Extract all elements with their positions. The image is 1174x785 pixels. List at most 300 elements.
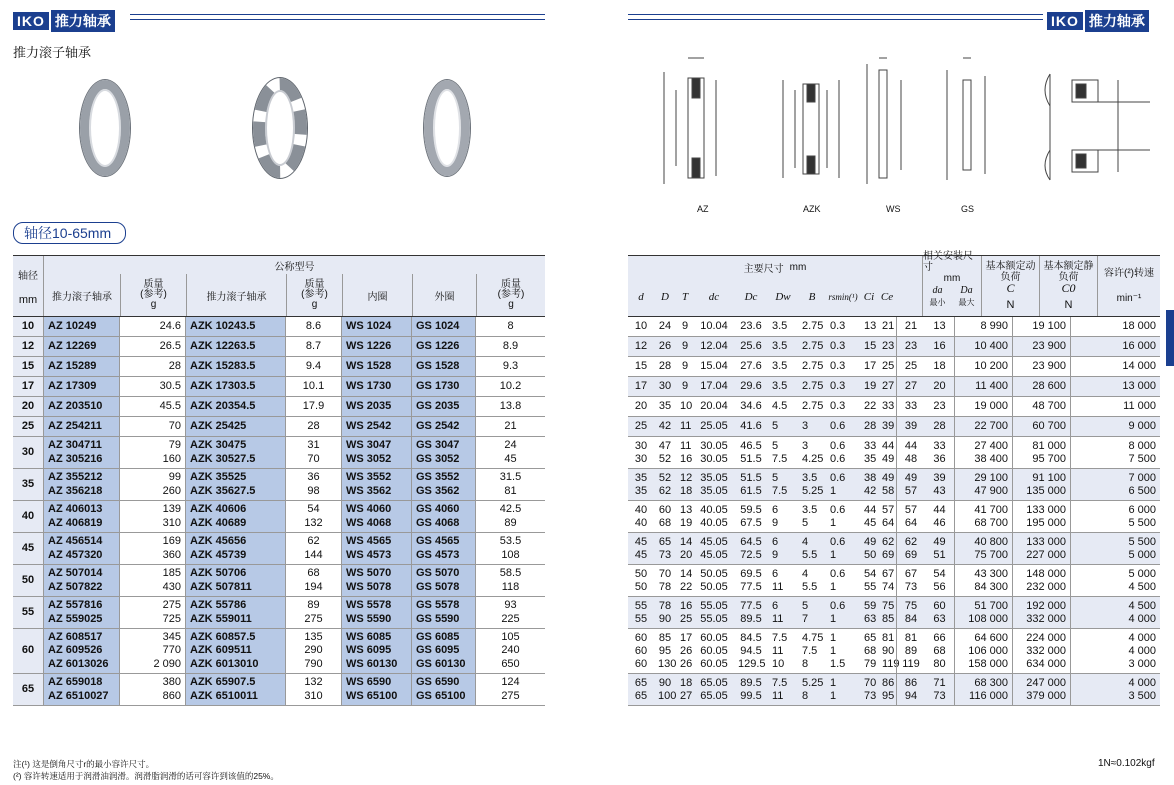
cell-m1 bbox=[119, 377, 185, 396]
cell-value: 13 bbox=[680, 503, 693, 516]
cell-value: 11 400 bbox=[975, 380, 1008, 392]
cell-value: 30 bbox=[634, 439, 648, 452]
cell-value: 23 900 bbox=[1032, 360, 1066, 372]
cell-col-3 bbox=[694, 501, 734, 532]
cell-value: 33 bbox=[904, 400, 918, 412]
cell-col-10 bbox=[896, 501, 925, 532]
cell-value: 124 bbox=[501, 676, 520, 689]
cell-value: 60.05 bbox=[700, 631, 728, 644]
cell-value: 59 bbox=[864, 599, 877, 612]
cell-col-4 bbox=[734, 357, 768, 376]
cell-value: 56 bbox=[933, 580, 946, 593]
cell-col-6 bbox=[798, 501, 826, 532]
cell-value: 5 bbox=[772, 439, 779, 452]
cell-value: 4.5 bbox=[772, 400, 788, 412]
cell-value: 380 bbox=[162, 676, 181, 689]
cell-value: 7 000 bbox=[1128, 471, 1156, 484]
cell-col-14 bbox=[1070, 417, 1160, 436]
col-header: dc bbox=[708, 291, 720, 303]
cell-col-6 bbox=[798, 533, 826, 564]
cell-value: 9 000 bbox=[1128, 420, 1156, 432]
diagram-label-az: AZ bbox=[697, 204, 709, 214]
cell-value: 130 bbox=[658, 657, 677, 670]
gs-diagram bbox=[947, 58, 985, 180]
cell-col-0 bbox=[628, 674, 654, 705]
cell-value: 49 bbox=[882, 471, 895, 484]
cell-value: 3 bbox=[802, 420, 809, 432]
cell-value: 6 bbox=[772, 567, 779, 580]
cell-col-7 bbox=[826, 357, 860, 376]
cell-col-7 bbox=[826, 501, 860, 532]
cell-col-2 bbox=[676, 317, 694, 336]
cell-col-9 bbox=[878, 437, 896, 468]
cell-value: 6 bbox=[772, 535, 779, 548]
cell-col-14 bbox=[1070, 357, 1160, 376]
cell-m1 bbox=[119, 629, 185, 673]
cell-value: 3.5 bbox=[772, 360, 788, 372]
cell-value: 1 bbox=[830, 644, 837, 657]
cell-value: 68 bbox=[864, 644, 877, 657]
cell-m1 bbox=[119, 417, 185, 436]
cell-value: 9 bbox=[681, 360, 689, 372]
cell-value: 14 bbox=[680, 535, 693, 548]
cell-col-6 bbox=[798, 629, 826, 673]
cell-value: 14 000 bbox=[1122, 360, 1156, 372]
cell-gs bbox=[411, 533, 475, 564]
cell-value: AZ 6013026 bbox=[48, 657, 109, 670]
cell-value: 89.5 bbox=[740, 676, 762, 689]
cell-col-7 bbox=[826, 674, 860, 705]
cell-value: 81 bbox=[882, 631, 895, 644]
header-title-right: 推力轴承 bbox=[1085, 10, 1149, 32]
cell-col-0 bbox=[628, 437, 654, 468]
cell-col-4 bbox=[734, 317, 768, 336]
cell-value: 21 bbox=[504, 419, 517, 432]
cell-col-6 bbox=[798, 437, 826, 468]
cell-col-6 bbox=[798, 674, 826, 705]
table-row bbox=[13, 417, 545, 437]
cell-col-12 bbox=[954, 629, 1012, 673]
cell-m2 bbox=[285, 501, 341, 532]
cell-m2 bbox=[285, 674, 341, 705]
cell-d bbox=[13, 317, 43, 336]
cell-value: 11 bbox=[772, 644, 784, 657]
cell-col-11 bbox=[925, 533, 954, 564]
cell-m3 bbox=[475, 674, 545, 705]
cell-col-12 bbox=[954, 397, 1012, 416]
cell-azk bbox=[185, 337, 285, 356]
cell-value: 69 bbox=[882, 548, 895, 561]
cell-value: 16 bbox=[933, 340, 946, 352]
cell-col-11 bbox=[925, 357, 954, 376]
cell-value: 42 bbox=[658, 420, 672, 432]
cell-m2 bbox=[285, 357, 341, 376]
note-1: 注(¹) 这是倒角尺寸r的最小容许尺寸。 bbox=[13, 759, 155, 769]
cell-value: 33 bbox=[882, 400, 895, 412]
cell-value: 55 bbox=[634, 599, 648, 612]
cell-col-10 bbox=[896, 565, 925, 596]
cell-value: 70 bbox=[307, 452, 320, 465]
cell-value: GS 4565 bbox=[416, 535, 460, 548]
cell-col-9 bbox=[878, 674, 896, 705]
cell-value: 16 bbox=[680, 599, 693, 612]
cell-col-9 bbox=[878, 501, 896, 532]
cell-value: 0.6 bbox=[830, 420, 846, 432]
cell-value: 1 bbox=[830, 484, 837, 497]
shaft-diameter: 30 bbox=[21, 445, 35, 458]
cell-value: 49 bbox=[904, 471, 918, 484]
cell-col-8 bbox=[860, 397, 878, 416]
cell-col-13 bbox=[1012, 357, 1070, 376]
cell-col-8 bbox=[860, 533, 878, 564]
cell-col-9 bbox=[878, 629, 900, 673]
cell-value: 27 bbox=[882, 380, 895, 392]
cell-value: 51.5 bbox=[740, 452, 762, 465]
cell-value: 48 bbox=[904, 452, 918, 465]
cell-az bbox=[43, 417, 119, 436]
cell-azk bbox=[185, 674, 285, 705]
cell-value: 68 bbox=[307, 567, 320, 580]
cell-value: 35.05 bbox=[700, 471, 728, 484]
cell-m1 bbox=[119, 437, 185, 468]
cell-m1 bbox=[119, 597, 185, 628]
cell-col-3 bbox=[694, 397, 734, 416]
cell-value: AZK 20354.5 bbox=[190, 399, 256, 412]
cell-value: 30 bbox=[658, 380, 672, 392]
cell-col-10 bbox=[896, 469, 925, 500]
cell-value: 81 bbox=[504, 484, 517, 497]
cell-value: 7.5 bbox=[772, 452, 788, 465]
cell-value: 7 500 bbox=[1128, 452, 1156, 465]
cell-value: 99 bbox=[168, 471, 181, 484]
cell-value: GS 6095 bbox=[416, 644, 460, 657]
cell-value: 9 bbox=[681, 320, 689, 332]
cell-value: 23 bbox=[933, 400, 946, 412]
cell-value: WS 3052 bbox=[346, 452, 392, 465]
cell-gs bbox=[411, 629, 475, 673]
cell-value: 247 000 bbox=[1026, 676, 1066, 689]
cell-value: 9.4 bbox=[305, 359, 322, 372]
cell-ws bbox=[341, 629, 411, 673]
cell-col-11 bbox=[925, 674, 954, 705]
cell-value: 23 bbox=[882, 340, 895, 352]
cell-value: AZK 559011 bbox=[190, 612, 252, 625]
cell-col-12 bbox=[954, 501, 1012, 532]
cell-value: 0.6 bbox=[830, 567, 846, 580]
cell-value: GS 1730 bbox=[416, 379, 460, 392]
cell-gs bbox=[411, 597, 475, 628]
cell-value: 0.3 bbox=[830, 320, 846, 332]
cell-az bbox=[43, 397, 119, 416]
cell-col-13 bbox=[1012, 437, 1070, 468]
cell-col-9 bbox=[878, 417, 896, 436]
cell-col-6 bbox=[798, 337, 826, 356]
cell-value: 60 bbox=[634, 644, 648, 657]
cell-value: 84 bbox=[904, 612, 918, 625]
cell-value: 40 800 bbox=[974, 535, 1008, 548]
cell-value: 45.05 bbox=[700, 535, 728, 548]
cell-value: 35 bbox=[634, 484, 648, 497]
cell-col-0 bbox=[628, 565, 654, 596]
cell-value: 2.75 bbox=[802, 320, 824, 332]
stat-load-header: 基本额定静负荷 C0 N bbox=[1039, 256, 1097, 316]
cell-value: 79 bbox=[168, 439, 181, 452]
cell-m1 bbox=[119, 674, 185, 705]
cell-value: 21 bbox=[882, 320, 895, 332]
cell-value: 7.5 bbox=[772, 484, 788, 497]
cell-col-10 bbox=[896, 377, 925, 396]
cell-m1 bbox=[119, 317, 185, 336]
cell-value: 3.5 bbox=[772, 320, 788, 332]
cell-value: 860 bbox=[162, 689, 181, 702]
cell-col-12 bbox=[954, 337, 1012, 356]
cell-value: 5 bbox=[772, 420, 779, 432]
cell-value: 39 bbox=[904, 420, 918, 432]
cell-value: 45 bbox=[634, 535, 648, 548]
cell-value: 54 bbox=[307, 503, 320, 516]
cell-col-1 bbox=[654, 533, 676, 564]
cell-value: 22 700 bbox=[974, 420, 1008, 432]
cell-azk bbox=[185, 469, 285, 500]
cell-col-9 bbox=[878, 397, 896, 416]
cell-value: 11 bbox=[772, 689, 784, 702]
cell-value: 6 bbox=[772, 503, 779, 516]
cell-value: 44 bbox=[864, 503, 877, 516]
cell-value: 2.75 bbox=[802, 400, 824, 412]
cell-value: 132 bbox=[304, 516, 323, 529]
cell-value: WS 4068 bbox=[346, 516, 392, 529]
cell-value: 43 bbox=[933, 484, 946, 497]
cell-col-3 bbox=[694, 337, 734, 356]
cell-gs bbox=[411, 565, 475, 596]
left-table-body bbox=[13, 317, 545, 706]
cell-value: 62 bbox=[307, 535, 320, 548]
cell-col-3 bbox=[694, 597, 734, 628]
cell-value: AZ 507822 bbox=[48, 580, 103, 593]
cell-value: 95 bbox=[658, 644, 672, 657]
cell-value: 60 bbox=[933, 599, 946, 612]
cell-value: AZK 609511 bbox=[190, 644, 252, 657]
cell-value: 28 600 bbox=[1032, 380, 1066, 392]
cell-value: 91 100 bbox=[1032, 471, 1066, 484]
cell-m2 bbox=[285, 469, 341, 500]
cell-value: 28 bbox=[658, 360, 672, 372]
cell-value: GS 1226 bbox=[416, 339, 460, 352]
cell-value: 8 990 bbox=[980, 320, 1008, 332]
cell-col-12 bbox=[954, 469, 1012, 500]
cell-col-11 bbox=[925, 397, 954, 416]
cell-value: 48 700 bbox=[1032, 400, 1066, 412]
cell-value: 95 700 bbox=[1032, 452, 1066, 465]
cell-value: 8.9 bbox=[502, 339, 519, 352]
cell-value: 4 000 bbox=[1128, 676, 1156, 689]
cell-col-5 bbox=[768, 629, 798, 673]
col-gs-header: 外圈 bbox=[412, 274, 476, 316]
cell-m3 bbox=[475, 317, 545, 336]
table-row bbox=[628, 597, 1160, 629]
cell-col-1 bbox=[654, 469, 676, 500]
cell-value: 45.05 bbox=[700, 548, 728, 561]
cell-value: 89 bbox=[504, 516, 517, 529]
cell-col-10 bbox=[896, 437, 925, 468]
cell-col-2 bbox=[676, 597, 694, 628]
table-row bbox=[628, 533, 1160, 565]
shaft-diameter: 35 bbox=[21, 477, 35, 490]
cell-value: GS 1528 bbox=[416, 359, 460, 372]
cell-value: 25.05 bbox=[700, 420, 728, 432]
table-row bbox=[628, 337, 1160, 357]
cell-value: AZK 12263.5 bbox=[190, 339, 256, 352]
cell-value: WS 1226 bbox=[346, 339, 392, 352]
cell-value: 35 bbox=[658, 400, 672, 412]
cell-value: 39 bbox=[882, 420, 895, 432]
cell-col-14 bbox=[1070, 377, 1160, 396]
cell-value: 66 bbox=[933, 631, 946, 644]
cell-value: 94.5 bbox=[740, 644, 762, 657]
cell-value: 40.05 bbox=[700, 516, 728, 529]
cell-value: 108 bbox=[501, 548, 520, 561]
cell-m3 bbox=[475, 337, 545, 356]
cell-col-0 bbox=[628, 397, 654, 416]
cell-value: 6 bbox=[772, 599, 779, 612]
cell-col-12 bbox=[954, 417, 1012, 436]
cell-col-3 bbox=[694, 469, 734, 500]
cell-value: 158 000 bbox=[968, 657, 1008, 670]
cell-col-6 bbox=[798, 317, 826, 336]
cell-value: 345 bbox=[162, 631, 181, 644]
cell-value: AZ 304711 bbox=[48, 439, 102, 452]
cell-col-9 bbox=[878, 597, 896, 628]
cell-value: AZK 50706 bbox=[190, 567, 247, 580]
cell-value: 25 bbox=[904, 360, 918, 372]
cell-value: 17 bbox=[680, 631, 693, 644]
cell-col-11 bbox=[925, 377, 954, 396]
cell-value: 28 bbox=[933, 420, 946, 432]
cell-value: WS 4565 bbox=[346, 535, 392, 548]
cell-value: 33 bbox=[864, 439, 877, 452]
mounting-diagram bbox=[1045, 74, 1150, 180]
cell-value: 90 bbox=[658, 612, 672, 625]
cell-value: 10 bbox=[772, 657, 785, 670]
cell-value: AZ 406819 bbox=[48, 516, 103, 529]
cell-value: 144 bbox=[304, 548, 323, 561]
table-row bbox=[628, 469, 1160, 501]
cell-value: 7.5 bbox=[802, 644, 818, 657]
dyn-load-header: 基本额定动负荷 C N bbox=[981, 256, 1039, 316]
cell-value: WS 4060 bbox=[346, 503, 392, 516]
cell-value: AZ 15289 bbox=[48, 359, 97, 372]
cell-col-3 bbox=[694, 437, 734, 468]
cell-col-8 bbox=[860, 337, 878, 356]
cell-d bbox=[13, 501, 43, 532]
cell-value: 11 000 bbox=[1123, 400, 1156, 412]
table-row bbox=[628, 417, 1160, 437]
ws-diagram bbox=[867, 58, 901, 184]
cell-value: 50 bbox=[634, 580, 648, 593]
cell-col-3 bbox=[694, 377, 734, 396]
cell-value: 42.5 bbox=[499, 503, 522, 516]
cell-value: GS 3047 bbox=[416, 439, 460, 452]
cell-col-11 bbox=[925, 469, 954, 500]
cell-value: 0.6 bbox=[830, 439, 846, 452]
cell-value: 18 000 bbox=[1122, 320, 1156, 332]
cell-value: 1 bbox=[830, 612, 837, 625]
cell-ws bbox=[341, 377, 411, 396]
cell-gs bbox=[411, 437, 475, 468]
cell-value: 60 bbox=[634, 657, 648, 670]
cell-col-13 bbox=[1012, 501, 1070, 532]
cell-value: 118 bbox=[501, 580, 520, 593]
cell-value: 106 000 bbox=[968, 644, 1008, 657]
cell-value: 64.5 bbox=[740, 535, 762, 548]
cell-value: 24 bbox=[504, 439, 517, 452]
cell-col-5 bbox=[768, 597, 798, 628]
cell-m1 bbox=[119, 357, 185, 376]
cell-value: 10 bbox=[634, 320, 648, 332]
cell-col-4 bbox=[734, 501, 768, 532]
cell-value: 28 bbox=[168, 359, 181, 372]
shaft-diameter: 40 bbox=[21, 509, 35, 522]
cell-col-7 bbox=[826, 469, 860, 500]
cell-value: 26.5 bbox=[159, 339, 181, 352]
cell-value: 62 bbox=[658, 484, 672, 497]
cell-col-14 bbox=[1070, 501, 1160, 532]
cell-value: WS 6590 bbox=[346, 676, 392, 689]
cell-value: AZK 40689 bbox=[190, 516, 247, 529]
cell-col-9 bbox=[878, 377, 896, 396]
cell-value: 26 bbox=[680, 657, 693, 670]
cell-col-1 bbox=[654, 317, 676, 336]
cell-col-14 bbox=[1070, 597, 1160, 628]
cell-m2 bbox=[285, 397, 341, 416]
ring-photo bbox=[424, 80, 470, 176]
cell-value: 98 bbox=[307, 484, 320, 497]
cell-value: 13.8 bbox=[499, 399, 522, 412]
cell-col-13 bbox=[1012, 533, 1070, 564]
cell-value: 5 000 bbox=[1128, 548, 1156, 561]
cell-gs bbox=[411, 317, 475, 336]
cell-ws bbox=[341, 317, 411, 336]
cell-value: 0.6 bbox=[830, 452, 846, 465]
cell-col-6 bbox=[798, 397, 826, 416]
cell-value: 35 bbox=[634, 471, 648, 484]
cell-value: 15 bbox=[864, 340, 877, 352]
cell-value: AZ 609526 bbox=[48, 644, 103, 657]
right-table-body bbox=[628, 317, 1160, 706]
cell-value: GS 5070 bbox=[416, 567, 460, 580]
cell-col-2 bbox=[676, 565, 694, 596]
cell-col-4 bbox=[734, 629, 768, 673]
cell-value: AZK 17303.5 bbox=[190, 379, 256, 392]
cell-value: 69.5 bbox=[740, 567, 762, 580]
speed-header: 容许(²)转速 min⁻¹ bbox=[1097, 256, 1160, 316]
cell-value: 185 bbox=[162, 567, 181, 580]
col-header: D bbox=[661, 291, 669, 303]
cell-gs bbox=[411, 397, 475, 416]
cell-value: 310 bbox=[304, 689, 323, 702]
col-mass1-header: 质量 (参考) g bbox=[120, 274, 186, 316]
cell-col-10 bbox=[896, 597, 925, 628]
cell-value: WS 60130 bbox=[346, 657, 398, 670]
cell-value: 790 bbox=[304, 657, 323, 670]
cell-d bbox=[13, 597, 43, 628]
cell-value: 47 bbox=[658, 439, 672, 452]
cell-value: 89 bbox=[307, 599, 320, 612]
cell-col-8 bbox=[860, 629, 878, 673]
table-row bbox=[628, 357, 1160, 377]
cell-value: 1 bbox=[830, 631, 837, 644]
cell-value: AZ 12269 bbox=[48, 339, 97, 352]
